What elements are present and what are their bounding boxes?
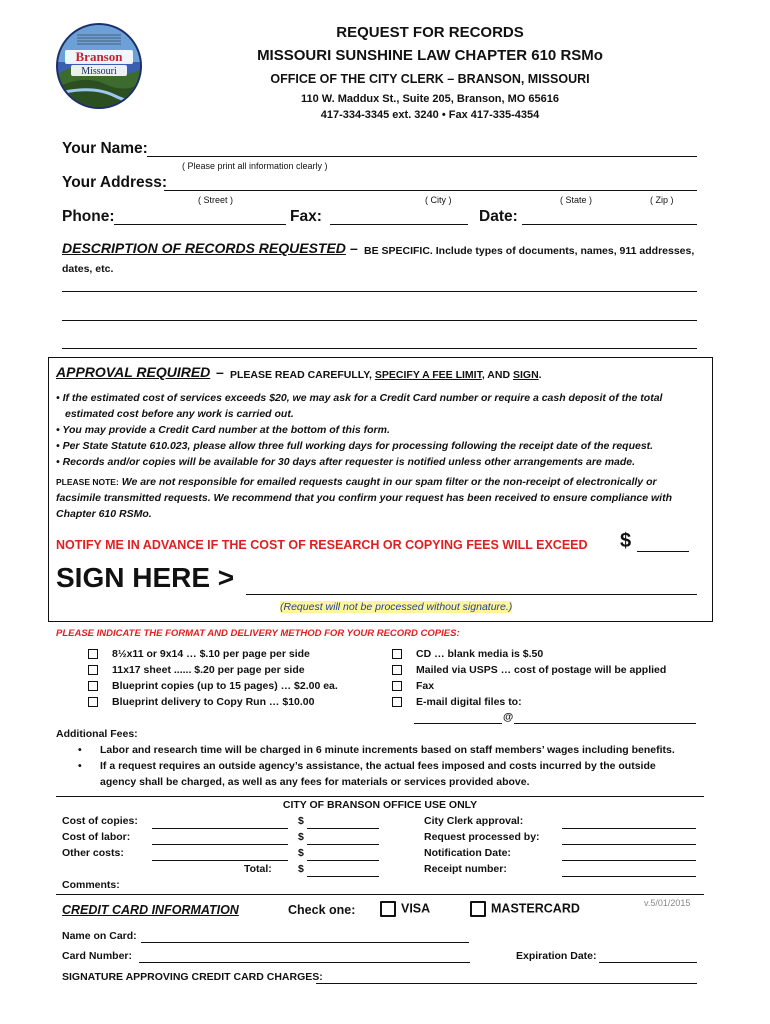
approval-lead: PLEASE READ CAREFULLY, <box>230 369 375 381</box>
checkbox-visa[interactable] <box>380 901 396 917</box>
approval-bullet-2: • You may provide a Credit Card number at the bottom of this form. <box>56 424 390 436</box>
form-version: v.5/01/2015 <box>644 898 691 908</box>
form-subtitle: MISSOURI SUNSHINE LAW CHAPTER 610 RSMo <box>257 47 603 64</box>
format-copy-run-label: Blueprint delivery to Copy Run … $10.00 <box>112 696 315 708</box>
cost-copies-dollar: $ <box>298 815 304 827</box>
mastercard-option[interactable] <box>470 901 580 917</box>
format-email-label: E-mail digital files to: <box>416 696 522 708</box>
logo-text-branson: Branson <box>75 49 123 64</box>
visa-option[interactable] <box>380 901 430 917</box>
other-costs-dollar: $ <box>298 847 304 859</box>
description-note: BE SPECIFIC. Include types of documents, names, 911 addresses, <box>364 245 695 257</box>
name-field[interactable] <box>147 156 697 157</box>
processed-by-label: Request processed by: <box>424 831 540 843</box>
checkbox-mastercard[interactable] <box>470 901 486 917</box>
format-letter-label: 8½x11 or 9x14 … $.10 per page per side <box>112 648 310 660</box>
description-note-2: dates, etc. <box>62 263 114 275</box>
cost-labor-dollar: $ <box>298 831 304 843</box>
clerk-approval-field[interactable] <box>562 828 696 829</box>
other-costs-field[interactable] <box>152 860 288 861</box>
sign-note: (Request will not be processed without signature.) <box>280 601 513 613</box>
description-heading: DESCRIPTION OF RECORDS REQUESTED <box>62 240 346 256</box>
cost-copies-amount[interactable] <box>307 828 379 829</box>
format-option-blueprint[interactable] <box>88 680 338 692</box>
approval-instructions <box>230 369 542 381</box>
date-field[interactable] <box>522 224 697 225</box>
cost-copies-label: Cost of copies: <box>62 815 138 827</box>
processed-by-field[interactable] <box>562 844 696 845</box>
approval-bullet-1-cont: estimated cost before any work is carried out. <box>65 408 294 420</box>
checkbox-cd[interactable] <box>392 649 402 659</box>
checkbox-blueprint[interactable] <box>88 681 98 691</box>
mastercard-label: MASTERCARD <box>491 901 580 916</box>
other-costs-label: Other costs: <box>62 847 124 859</box>
address-label: Your Address: <box>62 174 168 191</box>
please-note-3: Chapter 610 RSMo. <box>56 508 152 520</box>
email-user-field[interactable] <box>414 723 502 724</box>
fees-item-1: Labor and research time will be charged in 6 minute increments based on staff members’ wages including benefits. <box>100 744 675 756</box>
sign-here-label: SIGN HERE > <box>56 562 235 593</box>
description-line-3[interactable] <box>62 348 697 349</box>
checkbox-usps[interactable] <box>392 665 402 675</box>
card-signature-label: SIGNATURE APPROVING CREDIT CARD CHARGES: <box>62 971 323 983</box>
format-option-email[interactable] <box>392 696 522 708</box>
format-option-usps[interactable] <box>392 664 666 676</box>
please-note-2: facsimile transmitted requests. We recommend that you confirm your request has been received to ensure compliance with <box>56 492 672 504</box>
approval-sign: SIGN <box>512 369 539 381</box>
office-phone: 417-334-3345 ext. 3240 • Fax 417-335-4354 <box>320 109 540 121</box>
email-at-sign: @ <box>503 711 514 723</box>
approval-and: , AND <box>481 369 513 381</box>
checkbox-letter[interactable] <box>88 649 98 659</box>
notify-text: NOTIFY ME IN ADVANCE IF THE COST OF RESEARCH OR COPYING FEES WILL EXCEED <box>56 538 588 552</box>
address-field[interactable] <box>164 190 697 191</box>
approval-bullet-1: • If the estimated cost of services exceeds $20, we may ask for a Credit Card number or require a cash deposit of the total <box>56 392 663 404</box>
branson-logo <box>55 22 143 110</box>
fee-limit-field[interactable] <box>637 551 689 552</box>
phone-field[interactable] <box>114 224 286 225</box>
please-note-text: We are not responsible for emailed requests caught in our spam filter or the non-receipt of electronically or <box>118 476 657 488</box>
checkbox-fax[interactable] <box>392 681 402 691</box>
clerk-approval-label: City Clerk approval: <box>424 815 524 827</box>
format-option-tabloid[interactable] <box>88 664 305 676</box>
expiration-label: Expiration Date: <box>516 950 597 962</box>
cost-labor-label: Cost of labor: <box>62 831 131 843</box>
approval-dash: – <box>216 364 224 380</box>
city-hint: ( City ) <box>425 195 452 205</box>
format-option-fax[interactable] <box>392 680 434 692</box>
signature-field[interactable] <box>246 594 697 595</box>
receipt-number-label: Receipt number: <box>424 863 507 875</box>
credit-separator <box>56 894 704 895</box>
approval-bullet-4: • Records and/or copies will be available for 30 days after requester is notified unless other arrangements are made. <box>56 456 636 468</box>
notification-date-label: Notification Date: <box>424 847 511 859</box>
approval-period: . <box>538 369 542 381</box>
description-dash: – <box>350 240 358 256</box>
description-line-1[interactable] <box>62 291 697 292</box>
checkbox-copy-run[interactable] <box>88 697 98 707</box>
logo-text-missouri: Missouri <box>81 66 117 77</box>
format-option-letter[interactable] <box>88 648 310 660</box>
format-usps-label: Mailed via USPS … cost of postage will be applied <box>416 664 667 676</box>
fax-field[interactable] <box>330 224 468 225</box>
name-on-card-field[interactable] <box>141 942 469 943</box>
approval-fee-limit: SPECIFY A FEE LIMIT <box>374 369 482 381</box>
notify-dollar: $ <box>620 530 632 552</box>
state-hint: ( State ) <box>560 195 593 205</box>
format-cd-label: CD … blank media is $.50 <box>416 648 544 660</box>
checkbox-email[interactable] <box>392 697 402 707</box>
format-heading: PLEASE INDICATE THE FORMAT AND DELIVERY METHOD FOR YOUR RECORD COPIES: <box>56 628 460 639</box>
visa-label: VISA <box>401 901 431 916</box>
office-use-heading: CITY OF BRANSON OFFICE USE ONLY <box>282 799 478 811</box>
description-line-2[interactable] <box>62 320 697 321</box>
total-label: Total: <box>244 863 272 875</box>
expiration-field[interactable] <box>599 962 697 963</box>
format-option-cd[interactable] <box>392 648 543 660</box>
approval-heading: APPROVAL REQUIRED <box>56 364 211 380</box>
fees-item-2: If a request requires an outside agency’s assistance, the actual fees imposed and costs incurred by the outside <box>100 760 656 772</box>
cost-labor-field[interactable] <box>152 844 288 845</box>
please-note-label: PLEASE NOTE: <box>56 477 119 487</box>
street-hint: ( Street ) <box>198 195 234 205</box>
check-one-label: Check one: <box>288 903 356 917</box>
fees-bullet-dot-2: • <box>78 760 82 772</box>
additional-fees-heading: Additional Fees: <box>56 728 138 740</box>
name-label: Your Name: <box>62 140 148 157</box>
credit-card-heading: CREDIT CARD INFORMATION <box>62 903 239 917</box>
approval-bullet-3: • Per State Statute 610.023, please allow three full working days for processing following the receipt date of the request. <box>56 440 654 452</box>
office-use-separator <box>56 796 704 797</box>
fees-bullet-dot-1: • <box>78 744 82 756</box>
fees-item-2-cont: agency shall be charged, as well as any fees for materials or services provided above. <box>100 776 530 788</box>
comments-label: Comments: <box>62 879 120 891</box>
receipt-number-field[interactable] <box>562 876 696 877</box>
checkbox-tabloid[interactable] <box>88 665 98 675</box>
name-hint: ( Please print all information clearly ) <box>182 161 328 171</box>
format-blueprint-label: Blueprint copies (up to 15 pages) … $2.00 ea. <box>112 680 338 692</box>
total-amount[interactable] <box>307 876 379 877</box>
cost-copies-field[interactable] <box>152 828 288 829</box>
format-option-copy-run[interactable] <box>88 696 314 708</box>
card-number-field[interactable] <box>139 962 470 963</box>
fax-label: Fax: <box>290 208 322 225</box>
please-note <box>56 476 657 488</box>
card-signature-field[interactable] <box>316 983 697 984</box>
cost-labor-amount[interactable] <box>307 844 379 845</box>
office-address: 110 W. Maddux St., Suite 205, Branson, MO 65616 <box>301 93 559 105</box>
name-on-card-label: Name on Card: <box>62 930 137 942</box>
form-title: REQUEST FOR RECORDS <box>336 24 524 41</box>
zip-hint: ( Zip ) <box>650 195 674 205</box>
notification-date-field[interactable] <box>562 860 696 861</box>
email-domain-field[interactable] <box>514 723 696 724</box>
format-tabloid-label: 11x17 sheet ...... $.20 per page per side <box>112 664 305 676</box>
other-costs-amount[interactable] <box>307 860 379 861</box>
card-number-label: Card Number: <box>62 950 133 962</box>
format-fax-label: Fax <box>416 680 435 692</box>
office-name: OFFICE OF THE CITY CLERK – BRANSON, MISSOURI <box>270 72 590 86</box>
total-dollar: $ <box>298 863 304 875</box>
date-label: Date: <box>479 208 518 225</box>
phone-label: Phone: <box>62 208 115 225</box>
